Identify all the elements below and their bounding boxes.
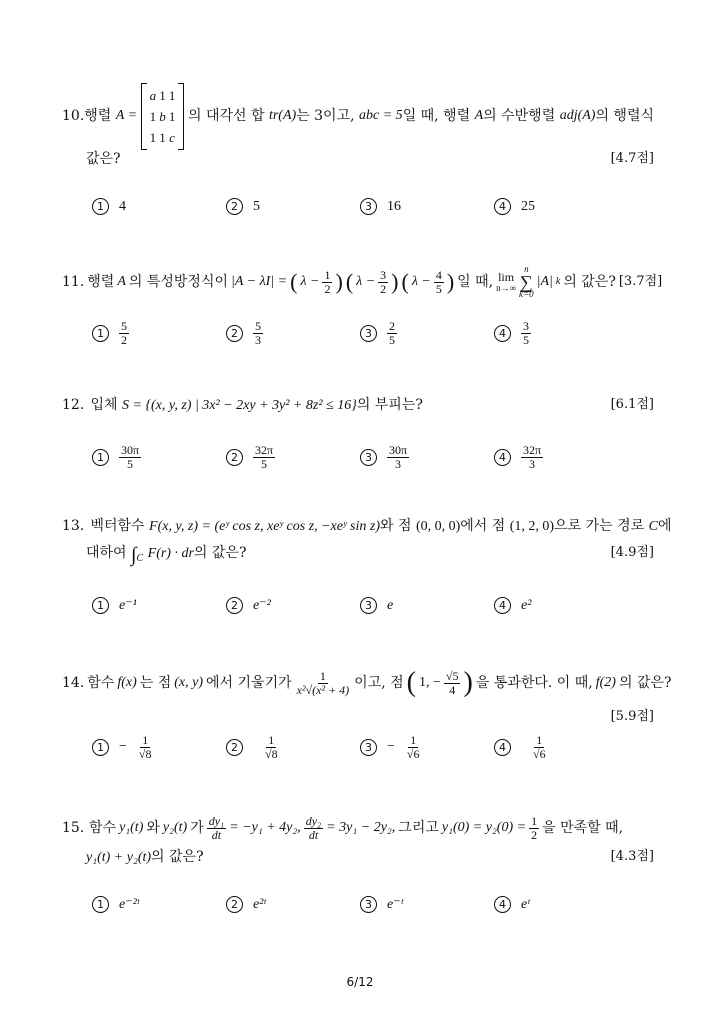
q15-deriv2: $\frac{\text{dy₂}}{dt}$ <box>305 813 322 842</box>
q15-text: 가 <box>190 820 204 836</box>
choice-marker: 4 <box>494 896 511 913</box>
choice-value: e⁻ᵗ <box>387 897 403 912</box>
q15-text: 의 값은? <box>151 849 204 865</box>
choice-1[interactable] <box>92 597 137 614</box>
choice-value: $\frac{1}{√6}$ <box>533 733 546 761</box>
matrix-cell: 1 <box>159 129 166 145</box>
q14-math: 1, − <box>418 675 441 690</box>
q12-text: 의 부피는? <box>356 397 423 413</box>
q14-math: f(x) <box>117 675 137 690</box>
choice-marker: 1 <box>92 325 109 342</box>
choice-marker: 3 <box>360 597 377 614</box>
choice-3[interactable] <box>360 734 422 760</box>
q10-matrix <box>141 83 184 150</box>
q13-text: 으로 가는 경로 <box>554 518 645 534</box>
matrix-cell: c <box>169 129 176 145</box>
choice-2[interactable] <box>226 320 263 346</box>
q14-text: 의 값은? <box>618 675 672 691</box>
choice-1[interactable] <box>92 734 154 760</box>
choice-4[interactable] <box>494 198 535 215</box>
question-number: 15. <box>62 820 85 836</box>
choice-2[interactable] <box>226 896 266 913</box>
choice-4[interactable] <box>494 444 543 470</box>
q11-fraction: $\frac{1}{2}$ <box>324 267 331 296</box>
choice-marker: 4 <box>494 739 511 756</box>
q13-text: 에 <box>657 518 672 534</box>
choice-marker: 2 <box>226 449 243 466</box>
choice-value: $\frac{1}{√6}$ <box>406 733 420 761</box>
choice-marker: 4 <box>494 325 511 342</box>
choice-4[interactable] <box>494 320 531 346</box>
q15-math: y₁(t) <box>119 820 144 835</box>
choice-4[interactable] <box>494 597 531 614</box>
q11-fraction: $\frac{3}{2}$ <box>380 267 387 296</box>
choice-value: $\frac{1}{√8}$ <box>138 733 152 761</box>
matrix-cell: 1 <box>168 108 176 124</box>
q14-text: 는 점 <box>139 675 172 691</box>
choice-1[interactable] <box>92 444 141 470</box>
choice-value: e²ᵗ <box>253 896 266 912</box>
question-10 <box>62 88 654 170</box>
matrix-cell: a <box>149 87 157 103</box>
q13-text: 의 값은? <box>193 545 247 561</box>
choice-value: eᵗ <box>521 896 530 912</box>
choice-value: 25 <box>521 198 535 214</box>
choice-marker: 1 <box>92 198 109 215</box>
matrix-cell: 1 <box>149 129 157 145</box>
question-number: 11. <box>62 274 85 290</box>
q11-fraction: $\frac{4}{5}$ <box>435 267 442 296</box>
q10-var: A = <box>115 108 138 123</box>
q13-choices <box>92 597 652 631</box>
choice-value: $\frac{32\pi}{5}$ <box>255 443 274 471</box>
question-13: 13. 벡터함수 F(x, y, z) = (eʸ cos z, xeʸ cos z, −xeʸ sin z)와 점 (0, 0, 0)에서 점 (1, 2, 0)으로 가는 경로 C에 대하여 $\int_C$ F(r) · dr의 값은? [4.9점] <box>62 515 654 570</box>
q13-text: 와 점 <box>380 518 412 534</box>
q10-text: 행렬 <box>84 108 112 124</box>
matrix-cell: 1 <box>168 87 176 103</box>
choice-marker: 2 <box>226 896 243 913</box>
page-number: 6/12 <box>346 975 374 989</box>
choice-sign: − <box>387 739 395 755</box>
choice-marker: 1 <box>92 739 109 756</box>
choice-2[interactable] <box>226 597 271 614</box>
choice-marker: 3 <box>360 739 377 756</box>
q12-choices <box>92 444 652 484</box>
question-number: 10. <box>62 108 85 124</box>
q15-math: y₁(t) + y₂(t) <box>86 850 152 865</box>
matrix-cell: b <box>159 108 166 124</box>
q11-math: |A − λI| = <box>231 274 288 289</box>
choice-4[interactable] <box>494 734 548 760</box>
q15-text: 함수 <box>89 820 117 836</box>
points-label: [6.1점] <box>610 397 654 412</box>
q12-math: S = {(x, y, z) | 3x² − 2xy + 3y² + 8z² ≤ 16} <box>121 398 357 413</box>
q10-math: abc = 5 <box>359 108 403 123</box>
question-11: 11. 행렬 A 의 특성방정식이 |A − λI| = ( λ − $\frac{1}{2}$ ) ( λ − $\frac{3}{2}$ ) ( λ − $\frac{4}{5}$ ) 일 때, lim n→∞ n ∑ k=0 |A| k 의 값은? [3.7점] <box>62 263 663 299</box>
choice-marker: 2 <box>226 597 243 614</box>
question-number: 12. <box>62 397 85 413</box>
q11-text: 의 값은? <box>563 274 616 290</box>
question-15 <box>62 810 654 869</box>
choice-3[interactable] <box>360 198 401 215</box>
choice-1[interactable] <box>92 896 139 913</box>
choice-sign: − <box>119 739 127 755</box>
matrix-cell: 1 <box>159 87 166 103</box>
q14-choices <box>92 734 652 774</box>
question-number: 14. <box>62 675 85 691</box>
q15-math: = −y₁ + 4y₂, <box>229 820 301 835</box>
choice-value: 5 <box>253 198 260 214</box>
question-12 <box>62 394 654 417</box>
q10-math: adj(A) <box>559 108 596 123</box>
question-number: 13. <box>62 518 85 534</box>
q10-text: 의 대각선 합 <box>187 108 265 124</box>
choice-2[interactable] <box>226 734 280 760</box>
q11-math: A <box>117 274 126 289</box>
choice-value: e⁻²ᵗ <box>119 897 140 912</box>
q14-slope: $\frac{1}{\text{x²√(x² + 4)}}$ <box>296 668 350 697</box>
choice-2[interactable] <box>226 444 275 470</box>
q15-choices <box>92 896 652 930</box>
choice-value: 4 <box>119 198 126 214</box>
q11-choices <box>92 320 652 360</box>
choice-value: $\frac{32\pi}{3}$ <box>523 443 542 471</box>
q14-text: 에서 기울기가 <box>206 675 292 691</box>
choice-value: e⁻¹ <box>119 598 137 613</box>
q13-text: 벡터함수 <box>90 518 145 534</box>
q11-text: 행렬 <box>87 274 115 290</box>
q11-text: 일 때, <box>457 274 494 290</box>
choice-marker: 4 <box>494 449 511 466</box>
choice-marker: 1 <box>92 449 109 466</box>
choice-1[interactable] <box>92 320 129 346</box>
choice-value: $\frac{30\pi}{3}$ <box>389 443 408 471</box>
choice-marker: 1 <box>92 896 109 913</box>
choice-3[interactable] <box>360 597 393 614</box>
q11-math: λ − <box>356 274 376 289</box>
choice-value: $\frac{3}{5}$ <box>523 319 529 347</box>
q13-math: F(x, y, z) = (eʸ cos z, xeʸ cos z, −xeʸ sin z) <box>149 519 380 534</box>
q11-math: k <box>555 276 561 287</box>
choice-value: $\frac{1}{√8}$ <box>265 733 278 761</box>
q14-text: 이고, 점 <box>354 675 404 691</box>
choice-marker: 3 <box>360 896 377 913</box>
q11-text: 의 특성방정식이 <box>128 274 229 290</box>
choice-value: $\frac{5}{2}$ <box>121 319 127 347</box>
choice-marker: 4 <box>494 198 511 215</box>
choice-value: $\frac{5}{3}$ <box>255 319 261 347</box>
choice-3[interactable] <box>360 444 409 470</box>
choice-value: e <box>387 597 394 613</box>
points-label: [3.7점] <box>618 274 663 289</box>
q10-math: A <box>474 108 484 123</box>
q10-text: 의 행렬식 <box>595 108 654 124</box>
q10-text: 값은? <box>86 151 121 167</box>
q15-text: 와 <box>146 820 160 836</box>
q10-math: tr(A) <box>268 108 297 123</box>
q13-math: C <box>648 519 658 534</box>
q13-math: C <box>136 552 144 564</box>
q13-math: (0, 0, 0) <box>415 519 461 534</box>
q10-text: 일 때, 행렬 <box>402 108 471 124</box>
points-label: [4.9점] <box>610 545 654 560</box>
q11-limit: lim n→∞ <box>496 269 517 293</box>
matrix-cell: 1 <box>149 108 157 124</box>
choice-marker: 3 <box>360 198 377 215</box>
points-label: [4.3점] <box>610 849 654 864</box>
q14-text: 함수 <box>87 675 115 691</box>
q10-text: 는 3이고, <box>296 108 355 124</box>
choice-value: 16 <box>387 198 401 214</box>
choice-marker: 4 <box>494 597 511 614</box>
q11-math: λ − <box>300 274 320 289</box>
q10-choices <box>92 198 652 232</box>
choice-marker: 2 <box>226 739 243 756</box>
q14-math: (x, y) <box>174 675 204 690</box>
q13-math: (1, 2, 0) <box>509 519 555 534</box>
q15-math: y₁(0) = y₂(0) = <box>441 820 527 835</box>
q15-math: = 3y₁ − 2y₂, <box>326 820 396 835</box>
choice-3[interactable] <box>360 320 397 346</box>
choice-value: $\frac{30\pi}{5}$ <box>121 443 140 471</box>
choice-1[interactable] <box>92 198 126 215</box>
q11-sum: n ∑ k=0 <box>519 263 534 299</box>
q11-math: |A| <box>536 274 553 289</box>
question-14: 14. 함수 f(x) 는 점 (x, y) 에서 기울기가 $\frac{1}{\text{x²√(x² + 4)}}$ 이고, 점 ( 1, − $\frac{√5}{4}$ ) 을 통과한다. 이 때, f(2) 의 값은? [5.9점] <box>62 660 654 706</box>
q13-math: F(r) · dr <box>147 546 194 561</box>
points-label: [4.7점] <box>610 151 654 166</box>
q15-init-frac: $\frac{1}{2}$ <box>531 813 538 842</box>
choice-marker: 1 <box>92 597 109 614</box>
q14-text: 을 통과한다. 이 때, <box>475 675 593 691</box>
q14-math: f(2) <box>595 675 616 690</box>
choice-3[interactable] <box>360 896 403 913</box>
q15-math: y₂(t) <box>162 820 188 835</box>
q15-text: 을 만족할 때, <box>542 820 624 836</box>
q15-deriv1: $\frac{\text{dy₁}}{dt}$ <box>208 813 225 842</box>
choice-2[interactable] <box>226 198 260 215</box>
choice-marker: 3 <box>360 325 377 342</box>
choice-marker: 2 <box>226 198 243 215</box>
points-label: [5.9점] <box>610 709 654 724</box>
q10-text: 의 수반행렬 <box>483 108 556 124</box>
choice-marker: 2 <box>226 325 243 342</box>
q15-text: 그리고 <box>398 820 439 836</box>
choice-value: e⁻² <box>253 598 271 613</box>
q14-point-frac: $\frac{√5}{4}$ <box>445 668 459 697</box>
q13-text: 대하여 <box>86 545 127 561</box>
choice-4[interactable] <box>494 896 530 913</box>
choice-value: $\frac{2}{5}$ <box>389 319 395 347</box>
q13-text: 에서 점 <box>460 518 506 534</box>
q12-text: 입체 <box>90 397 118 413</box>
choice-value: e² <box>521 597 532 613</box>
q11-math: λ − <box>411 274 431 289</box>
choice-marker: 3 <box>360 449 377 466</box>
